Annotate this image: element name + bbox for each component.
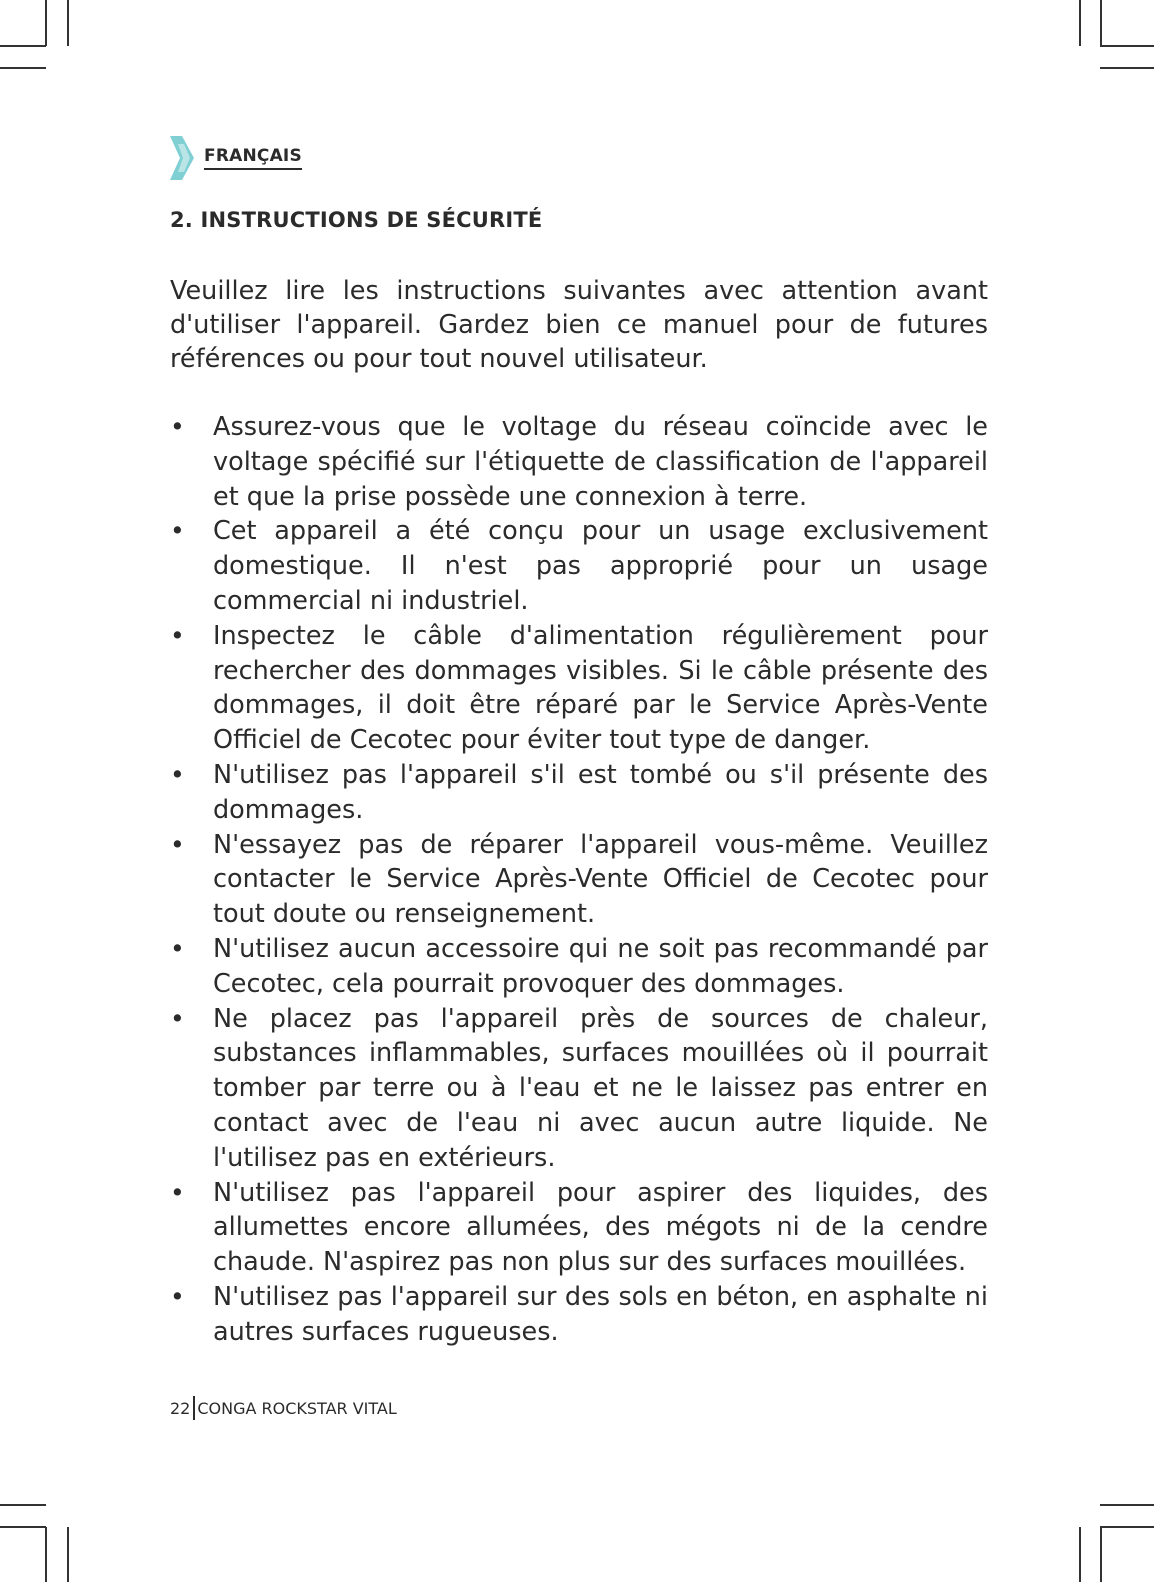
- crop-mark-top-right-v1: [1079, 0, 1081, 46]
- crop-mark-top-left-h2: [0, 67, 46, 69]
- bullet-icon: •: [170, 759, 185, 789]
- crop-mark-top-left-h1: [0, 45, 46, 47]
- rule-text: N'utilisez pas l'appareil sur des sols en béton, en asphalte ni autres surfaces rugueuses.: [213, 1281, 988, 1347]
- crop-mark-bottom-left-h2: [0, 1526, 46, 1528]
- crop-mark-bottom-right-h1: [1100, 1504, 1154, 1506]
- section-title: 2. INSTRUCTIONS DE SÉCURITÉ: [170, 208, 543, 232]
- bullet-icon: •: [170, 620, 185, 650]
- rule-text: Ne placez pas l'appareil près de sources de chaleur, substances inflammables, surfaces mouillées où il pourrait tomber par terre ou à l'eau et ne le laissez pas entrer en contact avec de l'eau ni avec aucun autre liquide. Ne l'utilisez pas en extérieurs.: [213, 1003, 988, 1173]
- rule-text: N'utilisez pas l'appareil s'il est tombé ou s'il présente des dommages.: [213, 759, 988, 825]
- crop-mark-bottom-right-v1: [1079, 1527, 1081, 1582]
- list-item: [170, 514, 988, 618]
- language-header: [170, 136, 302, 180]
- intro-paragraph: Veuillez lire les instructions suivantes avec attention avant d'utiliser l'appareil. Gardez bien ce manuel pour de futures références ou pour tout nouvel utilisateur.: [170, 276, 988, 374]
- crop-mark-bottom-left-v2: [67, 1527, 69, 1582]
- list-item: [170, 1176, 988, 1280]
- crop-mark-top-left-v1: [45, 0, 47, 46]
- list-item: [170, 758, 988, 828]
- brand-chevron-icon: [170, 136, 194, 180]
- product-name: CONGA ROCKSTAR VITAL: [197, 1398, 397, 1418]
- rule-text: N'essayez pas de réparer l'appareil vous-même. Veuillez contacter le Service Après-Vente Officiel de Cecotec pour tout doute ou renseignement.: [213, 829, 988, 930]
- bullet-icon: •: [170, 1281, 185, 1311]
- footer-divider: [193, 1396, 195, 1420]
- bullet-icon: •: [170, 933, 185, 963]
- bullet-icon: •: [170, 829, 185, 859]
- rule-text: N'utilisez pas l'appareil pour aspirer des liquides, des allumettes encore allumées, des mégots ni de la cendre chaude. N'aspirez pas non plus sur des surfaces mouillées.: [213, 1177, 988, 1278]
- bullet-icon: •: [170, 516, 185, 546]
- crop-mark-top-right-v2: [1100, 0, 1102, 46]
- crop-mark-bottom-left-v1: [45, 1527, 47, 1582]
- crop-mark-top-right-h2: [1100, 67, 1154, 69]
- rule-text: Inspectez le câble d'alimentation régulièrement pour rechercher des dommages visibles. Si le câble présente des dommages, il doit être réparé par le Service Après-Vente Officiel de Cecotec pour éviter tout type de danger.: [213, 620, 988, 756]
- crop-mark-bottom-right-h2: [1100, 1526, 1154, 1528]
- crop-mark-bottom-left-h1: [0, 1504, 46, 1506]
- list-item: [170, 619, 988, 758]
- rule-text: Assurez-vous que le voltage du réseau coïncide avec le voltage spécifié sur l'étiquette de classification de l'appareil et que la prise possède une connexion à terre.: [213, 412, 988, 512]
- rule-text: N'utilisez aucun accessoire qui ne soit pas recommandé par Cecotec, cela pourrait provoquer des dommages.: [213, 933, 988, 999]
- language-label: FRANÇAIS: [204, 146, 302, 170]
- crop-mark-bottom-right-v2: [1100, 1527, 1102, 1582]
- list-item: [170, 410, 988, 514]
- bullet-icon: •: [170, 1177, 185, 1207]
- bullet-icon: •: [170, 412, 185, 441]
- crop-mark-top-right-h1: [1100, 45, 1154, 47]
- list-item: [170, 828, 988, 932]
- rule-text: Cet appareil a été conçu pour un usage exclusivement domestique. Il n'est pas approprié pour un usage commercial ni industriel.: [213, 516, 988, 616]
- list-item: [170, 1280, 988, 1350]
- crop-mark-top-left-v2: [67, 0, 69, 46]
- bullet-icon: •: [170, 1003, 185, 1033]
- list-item: [170, 1002, 988, 1176]
- page-footer: [170, 1396, 397, 1420]
- safety-rules-list: [170, 410, 988, 1350]
- list-item: [170, 932, 988, 1002]
- page-number: 22: [170, 1398, 191, 1418]
